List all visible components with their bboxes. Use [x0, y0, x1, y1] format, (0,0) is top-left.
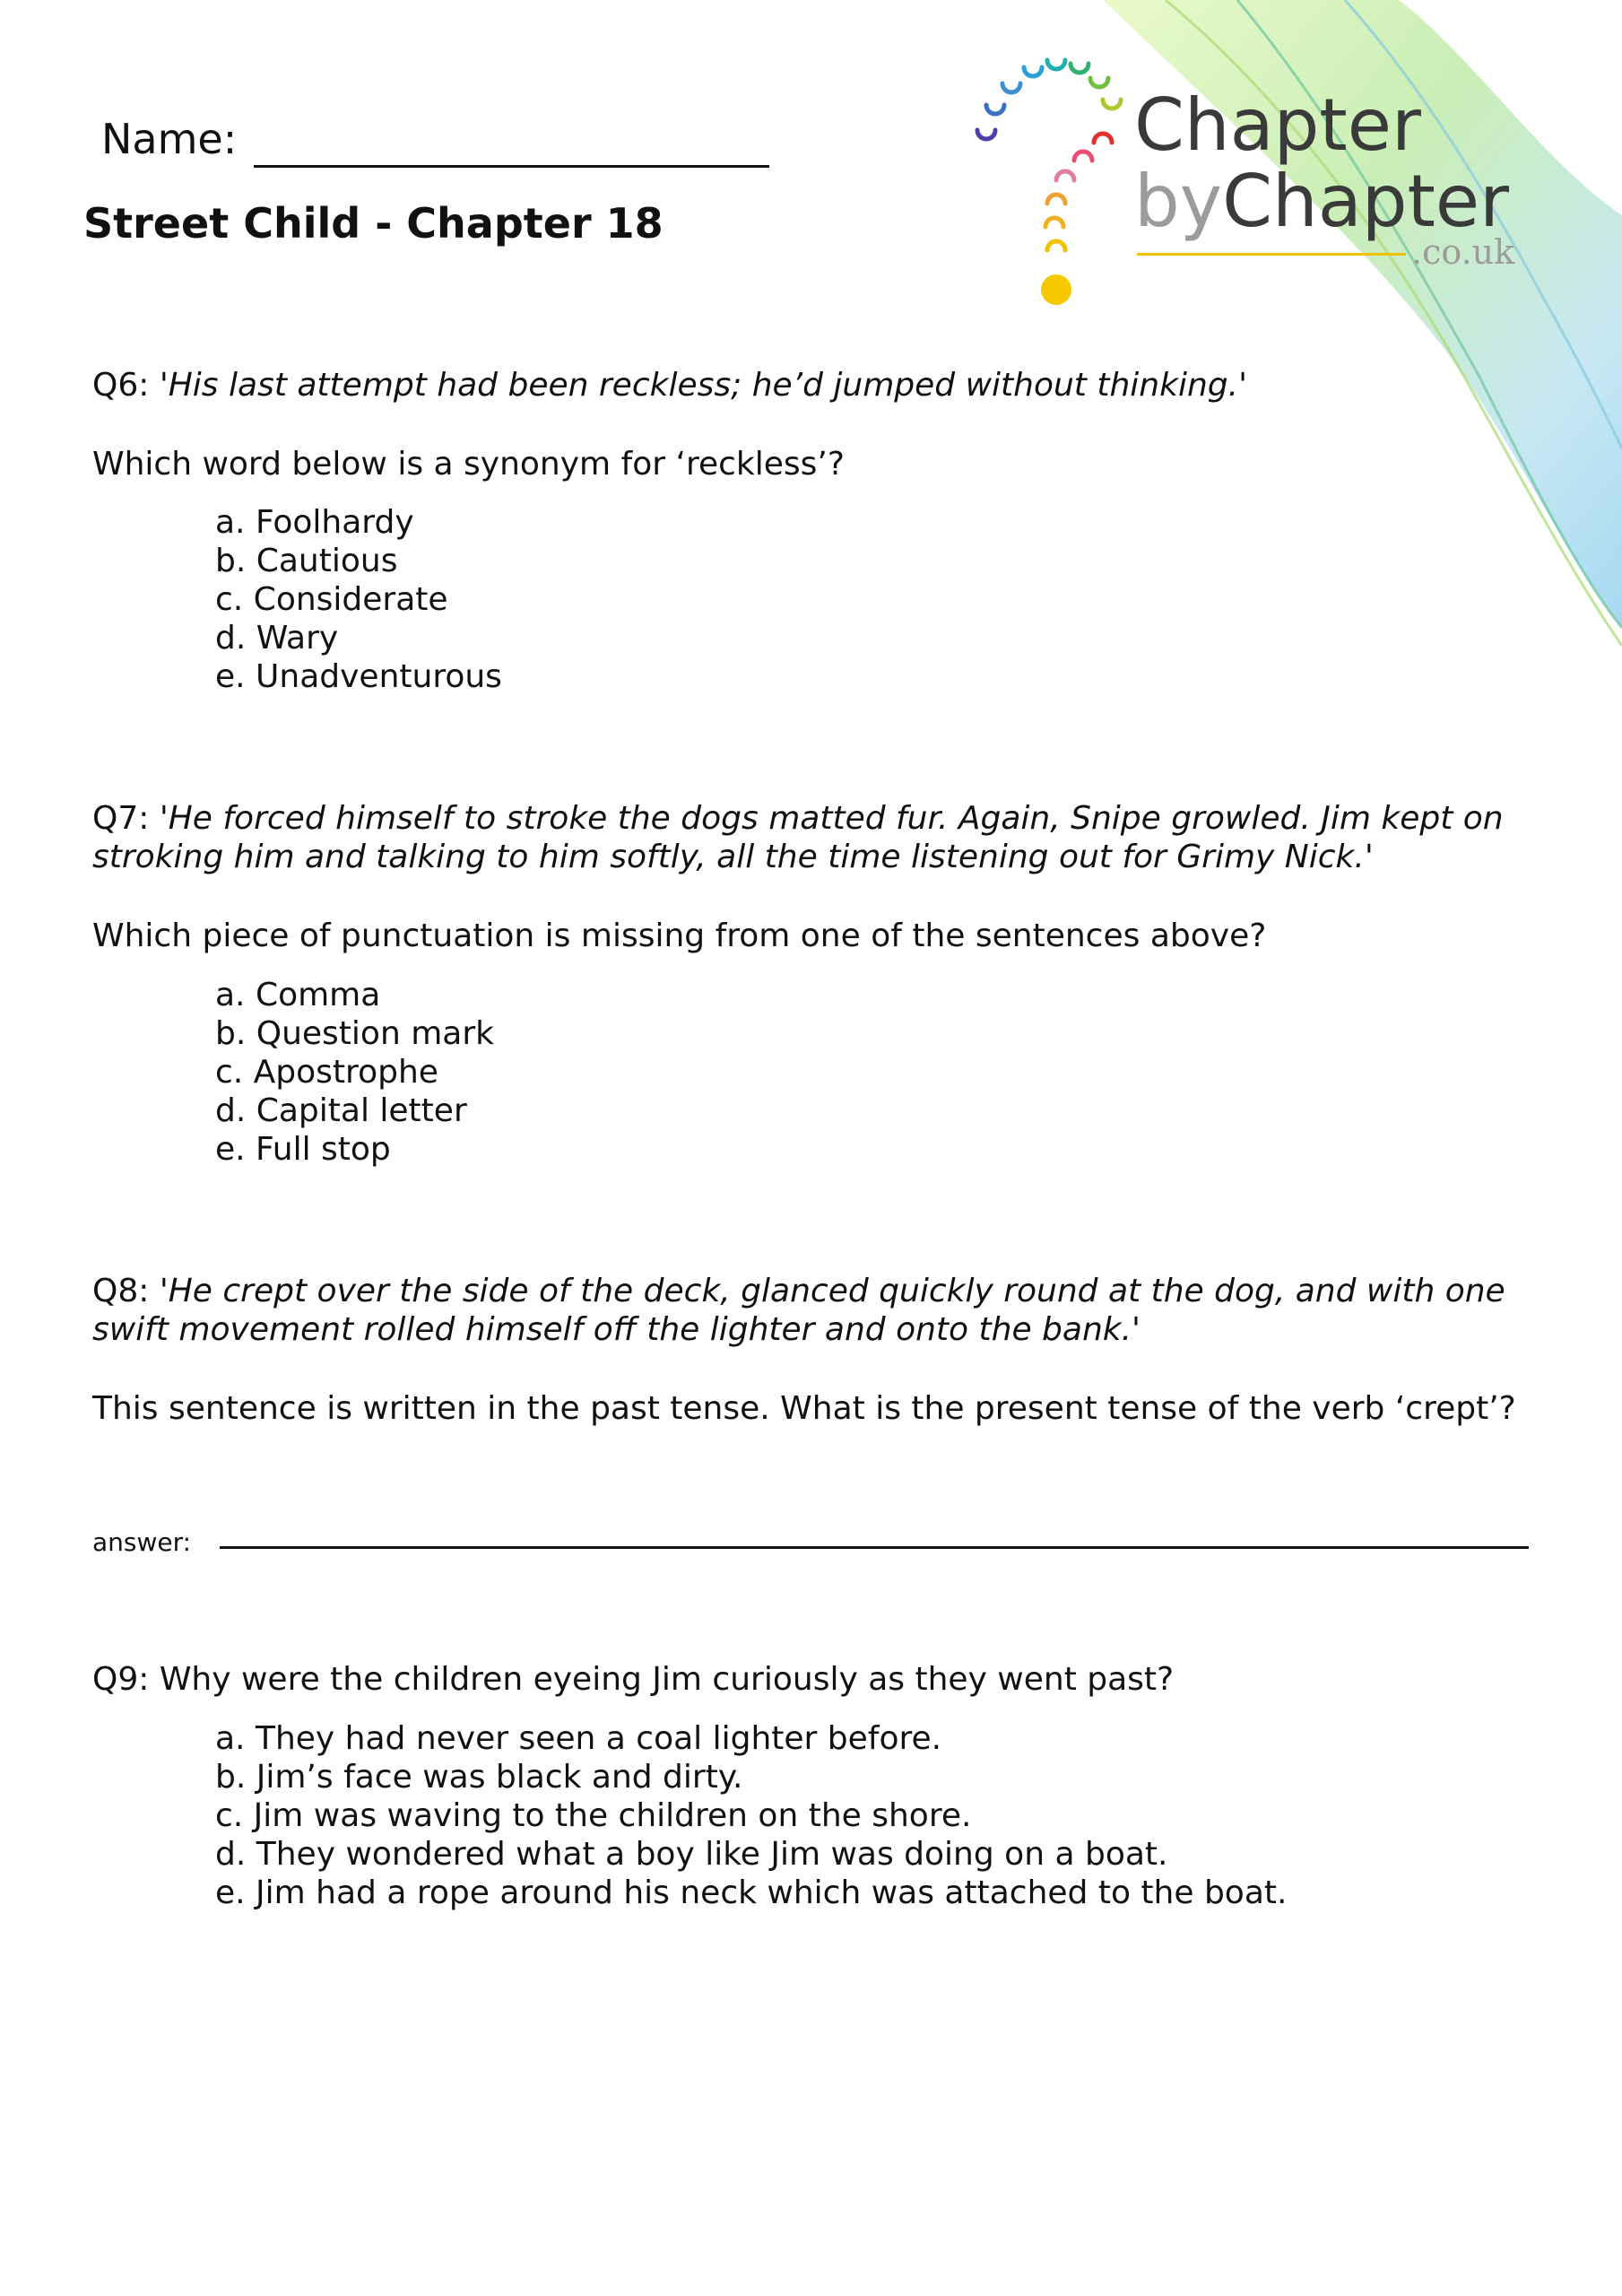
option-b[interactable]: b. Question mark [215, 1015, 494, 1052]
question-number: Q6: [92, 367, 150, 404]
option-d[interactable]: d. Wary [215, 620, 339, 657]
options-list [215, 503, 502, 696]
question-number: Q7: [92, 800, 150, 837]
answer-label: answer: [92, 1527, 192, 1557]
option-e[interactable]: e. Full stop [215, 1131, 391, 1168]
answer-field-line[interactable] [220, 1546, 1529, 1549]
option-c[interactable]: c. Considerate [215, 581, 448, 618]
question-quote: 'His last attempt had been reckless; he’d jumped without thinking.' [159, 367, 1247, 404]
name-field-line[interactable] [254, 165, 769, 168]
option-e[interactable]: e. Unadventurous [215, 658, 502, 695]
question-6 [92, 366, 1527, 404]
logo-underline [1137, 253, 1406, 256]
question-7 [92, 799, 1527, 876]
option-c[interactable]: c. Apostrophe [215, 1054, 438, 1091]
logo-text-chapter: Chapter [1134, 83, 1421, 167]
name-label: Name: [101, 115, 238, 163]
option-d[interactable]: d. They wondered what a boy like Jim was doing on a boat. [215, 1836, 1168, 1873]
question-number: Q9: [92, 1661, 150, 1698]
question-8 [92, 1272, 1527, 1349]
question-number: Q8: [92, 1273, 150, 1309]
question-quote: 'He forced himself to stroke the dogs matted fur. Again, Snipe growled. Jim kept on stroking him and talking to him softly, all the time listening out for Grimy Nick.' [92, 800, 1504, 875]
logo-text-by: by [1134, 160, 1223, 243]
option-c[interactable]: c. Jim was waving to the children on the shore. [215, 1797, 972, 1834]
question-quote: 'He crept over the side of the deck, glanced quickly round at the dog, and with one swift movement rolled himself off the lighter and onto the bank.' [92, 1273, 1505, 1348]
option-b[interactable]: b. Jim’s face was black and dirty. [215, 1759, 743, 1796]
option-e[interactable]: e. Jim had a rope around his neck which was attached to the boat. [215, 1874, 1288, 1911]
option-a[interactable]: a. Foolhardy [215, 504, 414, 541]
question-prompt: Which piece of punctuation is missing from one of the sentences above? [92, 918, 1267, 954]
page-title: Street Child - Chapter 18 [83, 199, 664, 248]
options-list [215, 1719, 1287, 1912]
options-list [215, 976, 494, 1169]
option-d[interactable]: d. Capital letter [215, 1092, 467, 1129]
question-prompt: Why were the children eyeing Jim curiously as they went past? [159, 1661, 1175, 1698]
question-prompt: This sentence is written in the past tense. What is the present tense of the verb ‘crept’? [92, 1390, 1516, 1427]
logo-text-chapter-2: Chapter [1222, 160, 1509, 243]
logo-text-domain: .co.uk [1411, 232, 1515, 272]
option-a[interactable]: a. They had never seen a coal lighter before. [215, 1720, 942, 1757]
question-9 [92, 1660, 1527, 1699]
question-prompt: Which word below is a synonym for ‘reckless’? [92, 446, 845, 483]
logo-text-by-chapter [1134, 160, 1509, 243]
option-b[interactable]: b. Cautious [215, 543, 398, 579]
option-a[interactable]: a. Comma [215, 977, 381, 1013]
